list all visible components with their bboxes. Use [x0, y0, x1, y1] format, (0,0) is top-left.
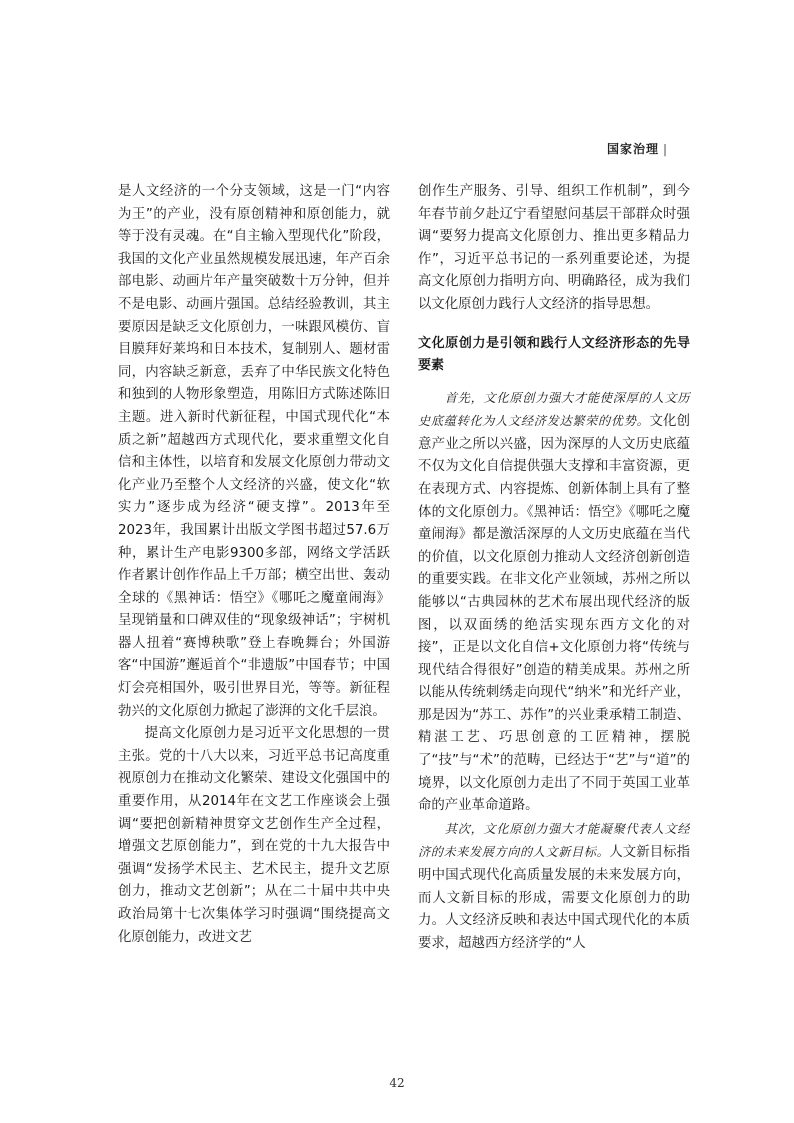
right-paragraph-3: [418, 818, 690, 956]
column-title: 国家治理: [606, 142, 659, 156]
section-heading: 文化原创力是引领和践行人文经济形态的先导要素: [418, 335, 690, 373]
paragraph-2-body: 文化创意产业之所以兴盛，因为深厚的人文历史底蕴不仅为文化自信提供强大支撑和丰富资源，更在表现方式、内容提炼、创新体制上具有了整体的文化原创力。《黑神话：悟空》《哪吒之魔童闹海》都是激活深厚的人文历史底蕴在当代的价值，以文化原创力推动人文经济创新创造的重要实践。在非文化产业领域，苏州之所以能够以“古典园林的艺术布展出现代经济的版图，以双面绣的绝活实现东西方文化的对接”，正是以文化自信+文化原创力将“传统与现代结合得很好”创造的精美成果。苏州之所以能从传统刺绣走向现代“纳米”和光纤产业，那是因为“苏工、苏作”的兴业秉承精工制造、精湛工艺、巧思创意的工匠精神，摆脱了“技”与“术”的范畴，已经达于“艺”与“道”的境界，以文化原创力走出了不同于英国工业革命的产业革命道路。: [418, 414, 691, 814]
left-column: [118, 181, 390, 949]
page-number: 42: [389, 1076, 405, 1090]
right-paragraph-1: 创作生产服务、引导、组织工作机制”，到今年春节前夕赴辽宁看望慰问基层干部群众时强调“要努力提高文化原创力、推出更多精品力作”，习近平总书记的一系列重要论述，为提高文化原创力指明方向、明确路径，成为我们以文化原创力践行人文经济的指导思想。: [418, 184, 690, 312]
running-header: [607, 140, 668, 157]
right-column: [418, 181, 690, 955]
left-paragraph-2: 提高文化原创力是习近平文化思想的一贯主张。党的十八大以来，习近平总书记高度重视原创力在推动文化繁荣、建设文化强国中的重要作用，从2014年在文艺工作座谈会上强调“要把创新精神贯穿文艺创作生产全过程，增强文艺原创能力”，到在党的十九大报告中强调“发扬学术民主、艺术民主，提升文艺原创力，推动文艺创新”；从在二十届中共中央政治局第十七次集体学习时强调“围绕提高文化原创能力，改进文艺: [118, 726, 390, 945]
right-paragraph-2: [418, 387, 690, 818]
paragraph-3-lead: 其次，文化原创力强大才能凝聚代表人文经济的未来发展方向的人文新目标。: [418, 821, 690, 860]
paragraph-3-body: 人文新目标指明中国式现代化高质量发展的未来发展方向，而人文新目标的形成，需要文化原创力的助力。人文经济反映和表达中国式现代化的本质要求，超越西方经济学的“人: [418, 845, 691, 951]
header-separator: |: [662, 142, 668, 156]
left-paragraph-1: 是人文经济的一个分支领域，这是一门“内容为王”的产业，没有原创精神和原创能力，就等于没有灵魂。在“自主输入型现代化”阶段，我国的文化产业虽然规模发展迅速，年产百余部电影、动画片年产量突破数十万分钟，但并不是电影、动画片强国。总结经验教训，其主要原因是缺乏文化原创力，一味跟风模仿、盲目膜拜好莱坞和日本技术，复制别人、题材雷同，内容缺乏新意，丢弃了中华民族文化特色和独到的人物形象塑造，用陈旧方式陈述陈旧主题。进入新时代新征程，中国式现代化“本质之新”超越西方式现代化，要求重塑文化自信和主体性，以培育和发展文化原创力带动文化产业乃至整个人文经济的兴盛，使文化“软实力”逐步成为经济“硬支撑”。2013年至2023年，我国累计出版文学图书超过57.6万种，累计生产电影9300多部，网络文学活跃作者累计创作作品上千万部；横空出世、轰动全球的《黑神话：悟空》《哪吒之魔童闹海》呈现销量和口碑双佳的“现象级神话”；宇树机器人扭着“赛博秧歌”登上春晚舞台；外国游客“中国游”邂逅首个“非遗版”中国春节；中国灯会亮相国外，吸引世界目光，等等。新征程勃兴的文化原创力掀起了澎湃的文化千层浪。: [118, 184, 390, 719]
paragraph-2-lead: 首先，文化原创力强大才能使深厚的人文历史底蕴转化为人文经济发达繁荣的优势。: [418, 390, 690, 429]
